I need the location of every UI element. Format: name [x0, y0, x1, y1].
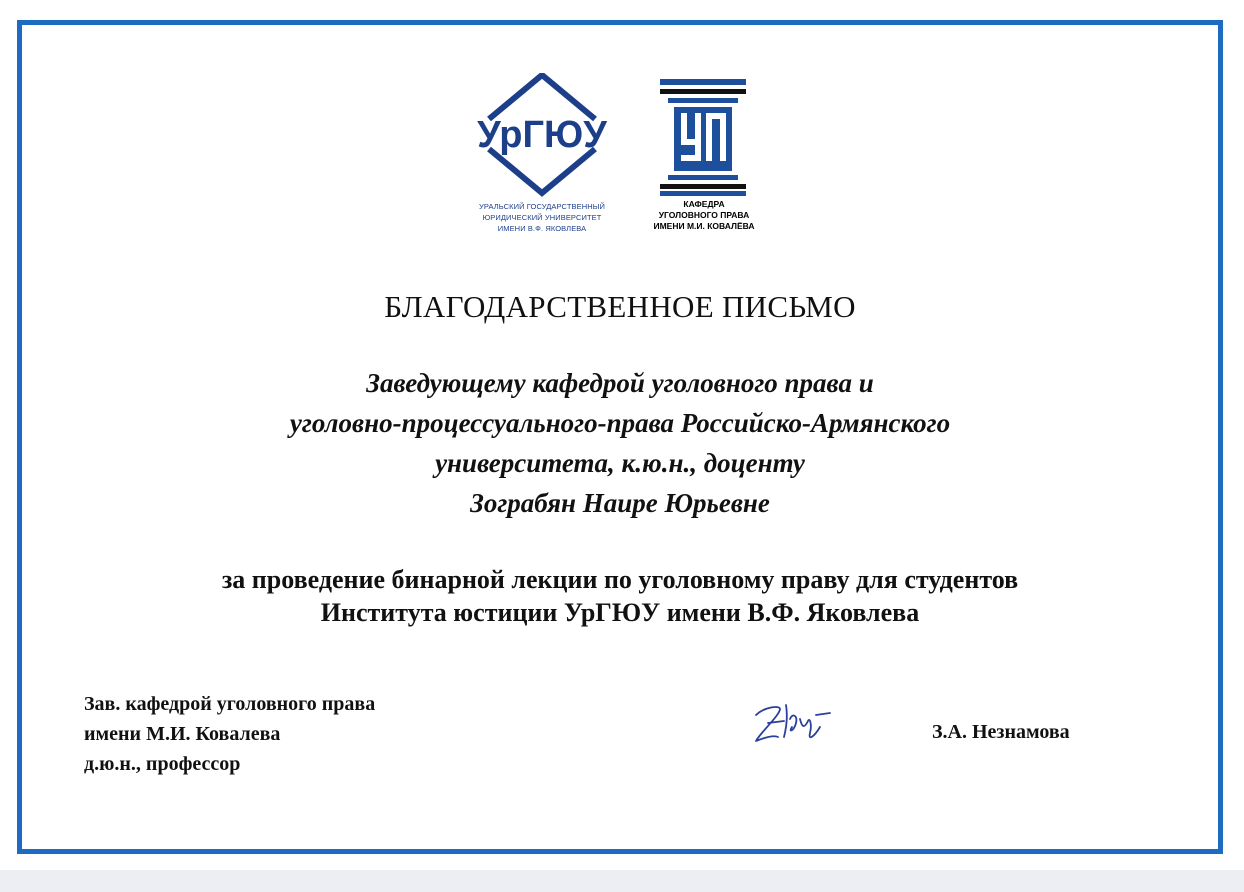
recipient-line: уголовно-процессуального-права Российско-Армянского [289, 408, 951, 438]
department-caption-line: УГОЛОВНОГО ПРАВА [658, 210, 750, 220]
logos-row [22, 25, 1218, 265]
document-title: БЛАГОДАРСТВЕННОЕ ПИСЬМО [384, 289, 856, 324]
department-logo [634, 73, 774, 243]
usu-caption-line: ИМЕНИ В.Ф. ЯКОВЛЕВА [497, 224, 587, 233]
signatory-block [84, 689, 375, 779]
reason-line: за проведение бинарной лекции по уголовному праву для студентов [221, 565, 1019, 594]
signatory-name: З.А. Незнамова [932, 721, 1070, 743]
certificate-frame [17, 20, 1223, 854]
usu-caption-line: ЮРИДИЧЕСКИЙ УНИВЕРСИТЕТ [482, 213, 602, 222]
signatory-line: имени М.И. Ковалева [84, 723, 281, 745]
department-caption-line: ИМЕНИ М.И. КОВАЛЁВА [653, 221, 755, 231]
usu-caption [467, 201, 617, 234]
usu-caption-line: УРАЛЬСКИЙ ГОСУДАРСТВЕННЫЙ [479, 202, 605, 211]
department-logo-emblem [634, 73, 774, 197]
department-caption [634, 199, 774, 232]
recipient-block [22, 363, 1218, 523]
recipient-name: Зограбян Наире Юрьевне [470, 488, 770, 518]
bottom-strip [0, 870, 1244, 892]
recipient-line: университета, к.ю.н., доценту [435, 448, 805, 478]
reason-block [22, 563, 1218, 629]
department-caption-line: КАФЕДРА [683, 199, 725, 209]
signatory-line: Зав. кафедрой уголовного права [84, 693, 376, 715]
signatory-line: д.ю.н., профессор [84, 753, 241, 775]
recipient-line: Заведующему кафедрой уголовного права и [366, 368, 874, 398]
usu-logo [467, 73, 647, 243]
usu-wordmark: УрГЮУ [477, 114, 607, 156]
usu-logo-emblem [467, 73, 617, 198]
reason-line: Института юстиции УрГЮУ имени В.Ф. Яковлева [320, 598, 920, 627]
handwritten-signature [750, 693, 850, 753]
